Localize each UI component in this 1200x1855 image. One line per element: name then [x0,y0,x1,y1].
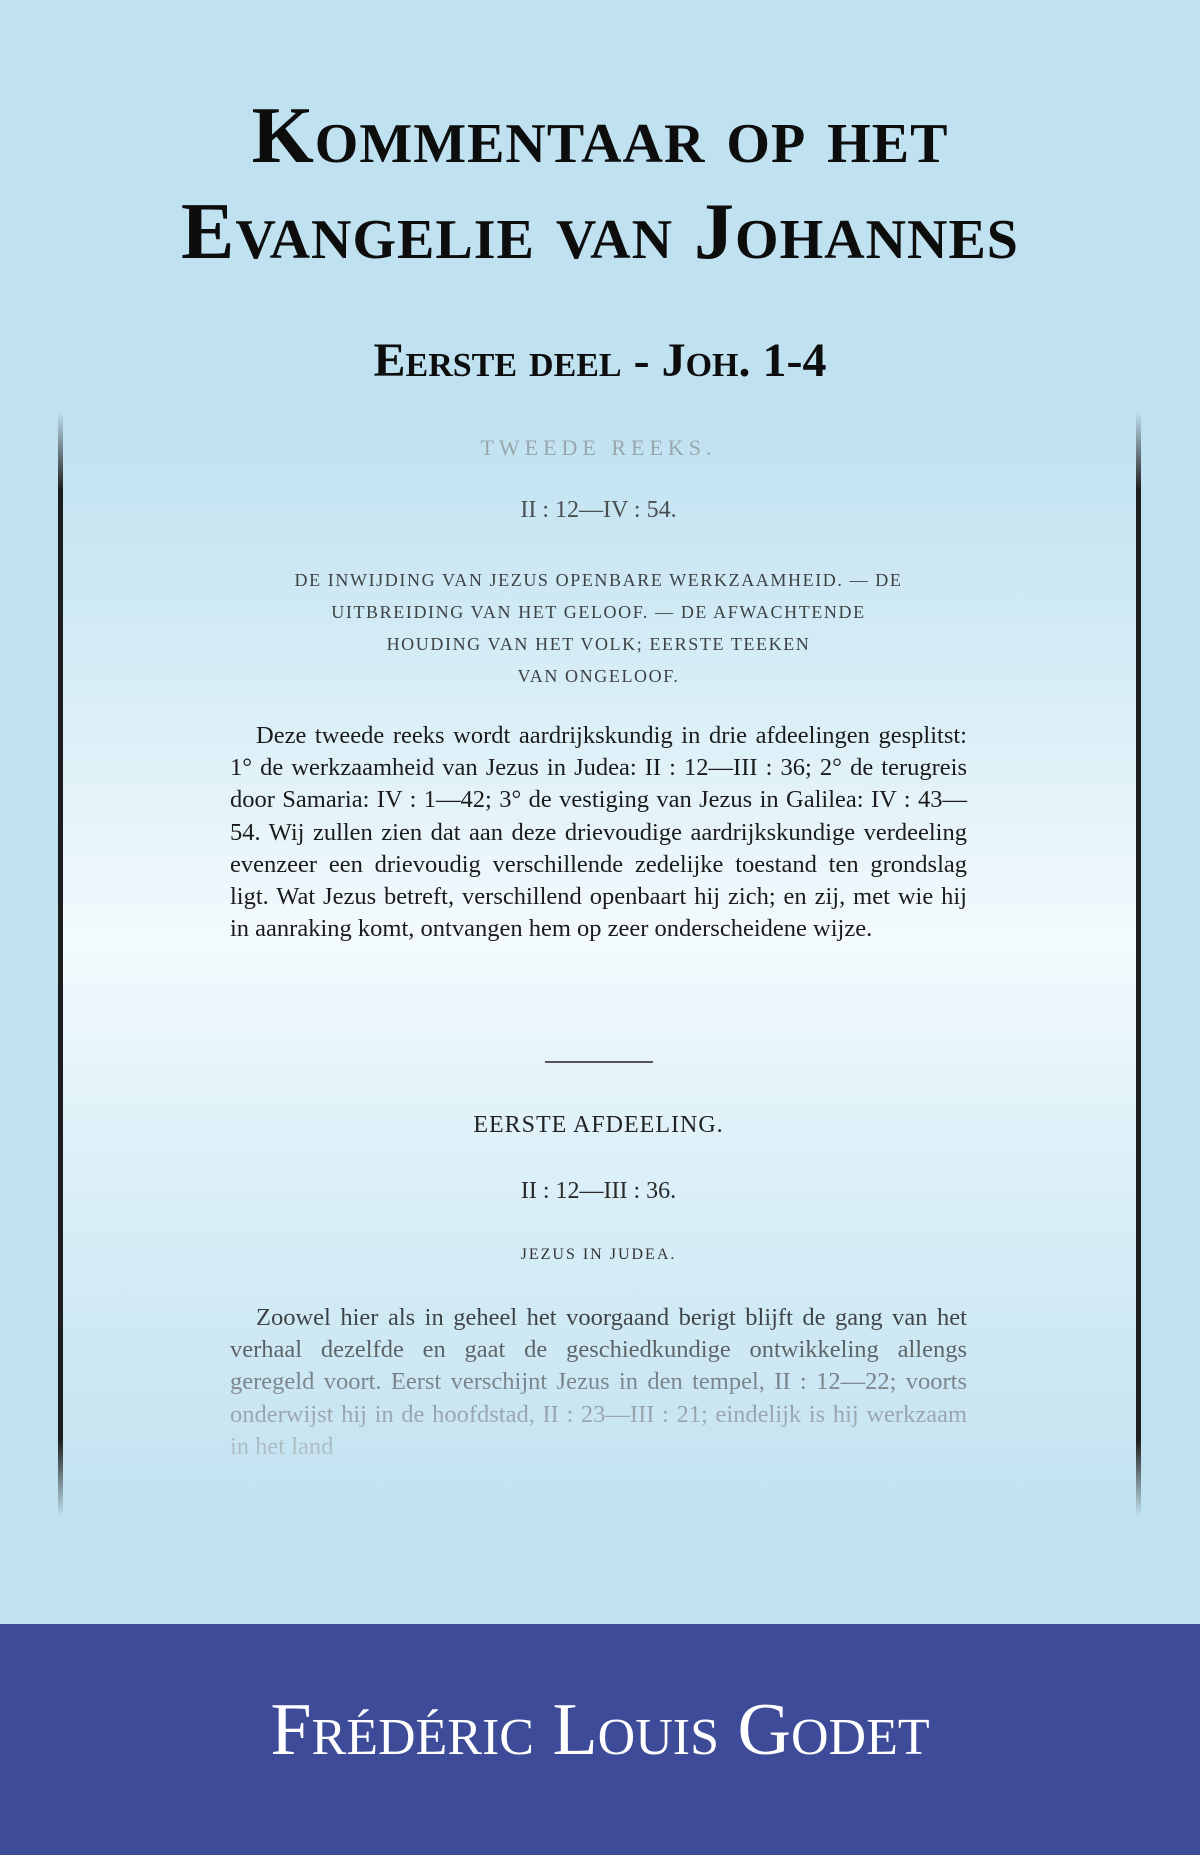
summary-line-3: HOUDING VAN HET VOLK; EERSTE TEEKEN [386,634,811,654]
summary-line-1: DE INWIJDING VAN JEZUS OPENBARE WERKZAAMHEID. — DE [294,570,903,590]
author-name: Frédéric Louis Godet [270,1689,930,1771]
section-paragraph: Zoowel hier als in geheel het voorgaand berigt blijft de gang van het verhaal dezelfde en gaat de geschiedkundige ontwikkeling allengs geregeld voort. Eerst verschijnt Jezus in den tempel, II : 12—22; voorts onderwijst hij in de hoofdstad, II : 23—III : 21; eindelijk is hij werkzaam in het land [230,1302,967,1463]
chapter-range: II : 12—IV : 54. [520,497,677,523]
section-subtitle: JEZUS IN JUDEA. [520,1246,677,1263]
page-left-rule [58,412,63,1517]
series-summary [210,564,987,692]
summary-line-4: VAN ONGELOOF. [517,666,680,686]
book-title-line-2: Evangelie van Johannes [181,188,1019,276]
summary-line-2: UITBREIDING VAN HET GELOOF. — DE AFWACHTENDE [331,602,866,622]
section-title: EERSTE AFDEELING. [473,1112,724,1138]
book-subtitle: Eerste deel - Joh. 1-4 [373,334,827,387]
section-divider [545,1061,653,1063]
intro-paragraph: Deze tweede reeks wordt aardrijkskundig in drie afdeelingen gesplitst: 1° de werkzaamheid van Jezus in Judea: II : 12—III : 36; 2° de terugreis door Samaria: IV : 1—42; 3° de vestiging van Jezus in Galilea: IV : 43—54. Wij zullen zien dat aan deze drievoudige aardrijkskundige verdeeling evenzeer een drievoudig verschillende zedelijke toestand ten grondslag ligt. Wat Jezus betreft, verschillend openbaart hij zich; en zij, met wie hij in aanraking komt, ontvangen hem op zeer onderscheidene wijze. [230,722,967,943]
running-head: TWEEDE REEKS. [480,435,717,460]
book-title [0,88,1200,280]
page-right-rule [1136,412,1141,1517]
book-title-line-1: Kommentaar op het [251,92,949,180]
section-range: II : 12—III : 36. [520,1178,677,1204]
